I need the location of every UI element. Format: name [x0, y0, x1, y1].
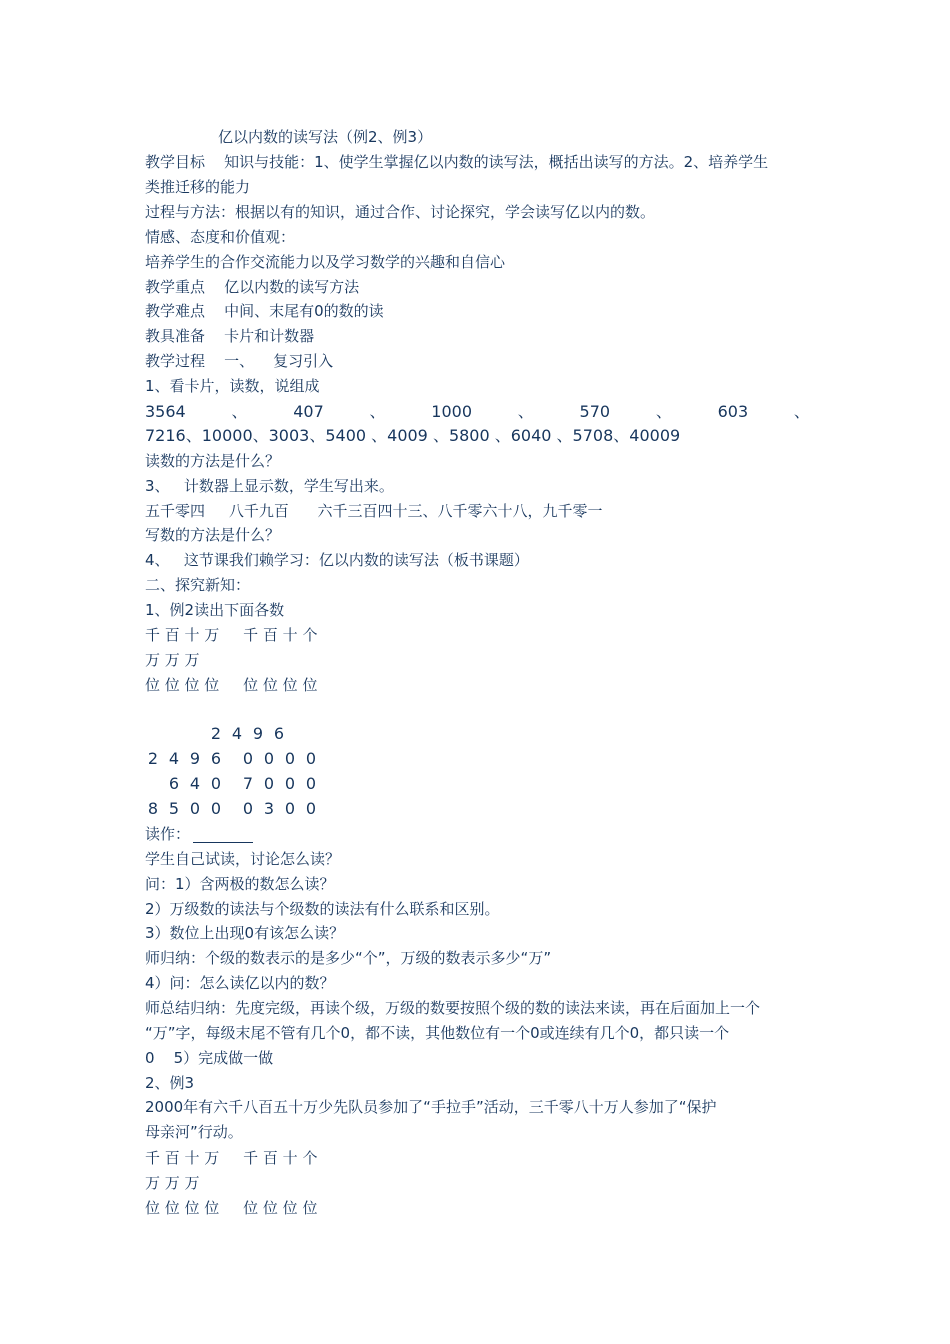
digit: 7 [242, 774, 254, 793]
number-item: 3564 [145, 402, 186, 421]
answer-blank-line [193, 826, 253, 843]
number-item: 570 [579, 402, 611, 421]
example-3-text-line-1: 2000年有六千八百五十万少先队员参加了“手拉手”活动，三千零八十万人参加了“保护 [145, 1098, 717, 1116]
digit: 0 [305, 799, 317, 818]
chinese-numbers: 五千零四 八千九百 六千三百四十三、八千零六十八，九千零一 [145, 502, 603, 520]
digit: 0 [242, 749, 254, 768]
place-value-2-row-2: 万 万 万 [145, 1174, 200, 1192]
digit: 0 [242, 799, 254, 818]
tools: 教具准备 卡片和计数器 [145, 327, 315, 345]
number-item: 603 [717, 402, 749, 421]
question-2: 2）万级数的读法与个级数的读法有什么联系和区别。 [145, 900, 500, 918]
digit: 9 [189, 749, 201, 768]
digit: 0 [284, 799, 296, 818]
emotion-text: 培养学生的合作交流能力以及学习数学的兴趣和自信心 [145, 253, 506, 271]
number-item: 1000 [431, 402, 473, 421]
process-method: 过程与方法：根据以有的知识，通过合作、讨论探究，学会读写亿以内的数。 [145, 203, 656, 221]
digit: 2 [147, 749, 159, 768]
teacher-summary-2-line-3: 0 5）完成做一做 [145, 1049, 274, 1067]
digit: 6 [273, 724, 285, 743]
digit: 4 [189, 774, 201, 793]
digit: 0 [210, 774, 222, 793]
teacher-summary-2-line-2: “万”字，每级末尾不管有几个0，都不读，其他数位有一个0或连续有几个0，都只读一个 [145, 1024, 730, 1042]
separator: 、 [793, 402, 810, 421]
digit: 2 [210, 724, 222, 743]
key-point: 教学重点 亿以内数的读写方法 [145, 278, 360, 296]
digit: 3 [263, 799, 275, 818]
step-1: 1、看卡片，读数，说组成 [145, 377, 320, 395]
digit: 9 [252, 724, 264, 743]
digit: 0 [210, 799, 222, 818]
question-1: 问：1）含两极的数怎么读？ [145, 875, 335, 893]
digit: 8 [147, 799, 159, 818]
example-3-heading: 2、例3 [145, 1074, 195, 1092]
teacher-summary-1: 师归纳：个级的数表示的是多少“个”，万级的数表示多少“万” [145, 949, 552, 967]
digit: 6 [210, 749, 222, 768]
separator: 、 [231, 402, 248, 421]
question-read: 读数的方法是什么？ [145, 452, 281, 470]
place-value-row-2: 万 万 万 [145, 651, 200, 669]
try-read: 学生自己试读，讨论怎么读？ [145, 850, 341, 868]
place-value-2-row-1: 千 百 十 万 千 百 十 个 [145, 1149, 318, 1167]
step-4: 4、 这节课我们赖学习：亿以内数的读写法（板书课题） [145, 551, 529, 569]
separator: 、 [655, 402, 672, 421]
question-3: 3）数位上出现0有该怎么读？ [145, 924, 345, 942]
process-title: 教学过程 一、 复习引入 [145, 352, 334, 370]
section-2-heading: 二、探究新知： [145, 576, 251, 594]
place-value-row-3: 位 位 位 位 位 位 位 位 [145, 676, 318, 694]
numbers-row-1 [145, 402, 810, 422]
question-write: 写数的方法是什么？ [145, 526, 281, 544]
difficulty: 教学难点 中间、末尾有0的数的读 [145, 302, 384, 320]
place-value-row-1: 千 百 十 万 千 百 十 个 [145, 626, 318, 644]
number-item: 407 [293, 402, 324, 421]
digit: 0 [284, 774, 296, 793]
page-title: 亿以内数的读写法（例2、例3） [218, 128, 433, 146]
example-3-text-line-2: 母亲河”行动。 [145, 1123, 243, 1141]
example-2-heading: 1、例2读出下面各数 [145, 601, 285, 619]
digit: 4 [168, 749, 180, 768]
digit: 0 [263, 774, 275, 793]
place-value-2-row-3: 位 位 位 位 位 位 位 位 [145, 1199, 318, 1217]
emotion-label: 情感、态度和价值观： [145, 228, 296, 246]
digit: 0 [284, 749, 296, 768]
objective-line-2: 类推迁移的能力 [145, 178, 251, 196]
read-as-label: 读作： [145, 825, 191, 843]
digit: 4 [231, 724, 243, 743]
step-3: 3、 计数器上显示数，学生写出来。 [145, 477, 394, 495]
question-4: 4）问：怎么读亿以内的数？ [145, 974, 335, 992]
digit: 0 [305, 774, 317, 793]
digit: 6 [168, 774, 180, 793]
digit: 0 [189, 799, 201, 818]
separator: 、 [369, 402, 386, 421]
objective-line-1: 教学目标 知识与技能：1、使学生掌握亿以内数的读写法，概括出读写的方法。2、培养学生 [145, 153, 769, 171]
digit: 5 [168, 799, 180, 818]
digit: 0 [305, 749, 317, 768]
teacher-summary-2-line-1: 师总结归纳：先度完级，再读个级，万级的数要按照个级的数的读法来读，再在后面加上一个 [145, 999, 761, 1017]
digit: 0 [263, 749, 275, 768]
numbers-row-2: 7216、10000、3003、5400 、4009 、5800 、6040 、5708、40009 [145, 426, 681, 445]
separator: 、 [517, 402, 534, 421]
